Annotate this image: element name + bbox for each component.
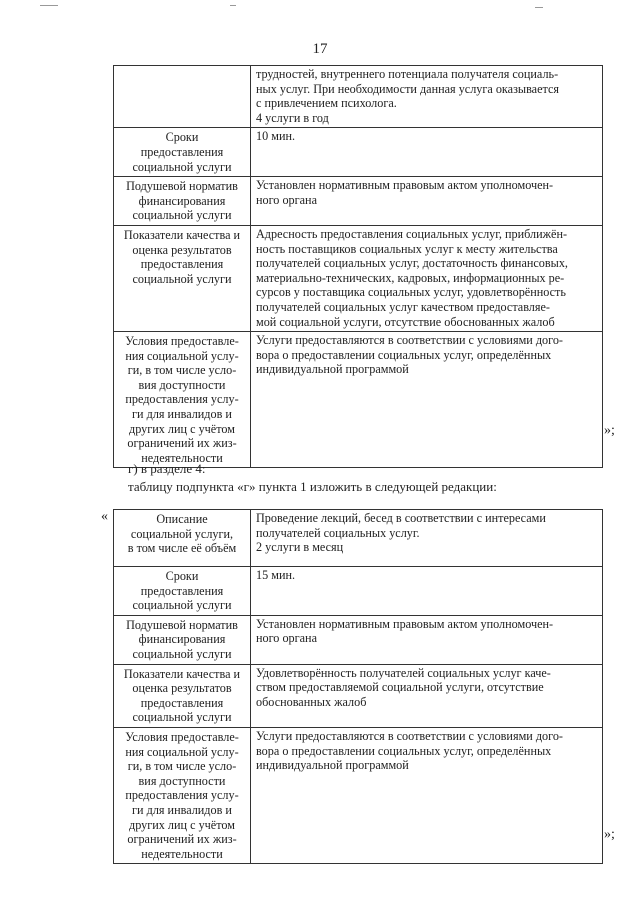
opening-quote: « [101, 509, 108, 524]
row-label [114, 128, 251, 177]
cell-line: ных услуг. При необходимости данная услуга оказывается [256, 81, 559, 96]
cell-line: Условия предоставле- [125, 729, 239, 744]
cell-line: индивидуальной программой [256, 758, 409, 773]
row-label [114, 727, 251, 863]
row-label [114, 510, 251, 567]
cell-line: предоставления [140, 583, 224, 598]
cell-line: социальной услуги [132, 208, 232, 223]
cell-line: ги, в том числе усло- [127, 759, 237, 774]
cell-line: недеятельности [141, 450, 223, 465]
cell-line: оценка результатов [132, 242, 232, 257]
cell-line: вора о предоставлении социальных услуг, определённых [256, 743, 552, 758]
cell-line: предоставления услу- [125, 788, 239, 803]
table-row [114, 615, 603, 664]
cell-line: Сроки [165, 569, 199, 583]
service-table-1 [113, 65, 603, 468]
cell-line: оценка результатов [132, 681, 232, 696]
cell-line: других лиц с учётом [129, 421, 235, 436]
row-content [251, 332, 603, 468]
cell-line: Подушевой норматив [126, 617, 238, 632]
cell-line: Сроки [165, 130, 199, 145]
cell-line: 10 мин. [256, 129, 296, 144]
cell-line: материально-технических, кадровых, информационных ре- [256, 270, 565, 285]
cell-line: ния социальной услу- [125, 348, 239, 363]
cell-line: предоставления [140, 144, 224, 159]
cell-line: трудностей, внутреннего потенциала получателя социаль- [256, 67, 559, 81]
cell-line: мой социальной услуги, отсутствие обоснованных жалоб [256, 314, 555, 329]
cell-line: социальной услуги [132, 598, 232, 613]
cell-line: вия доступности [138, 377, 226, 392]
scan-artifact [40, 5, 58, 6]
cell-line: 4 услуги в год [256, 110, 329, 125]
row-content [251, 177, 603, 226]
cell-line: Адресность предоставления социальных услуг, приближён- [256, 226, 568, 241]
table-row [114, 66, 603, 128]
cell-line: вора о предоставлении социальных услуг, определённых [256, 347, 552, 362]
row-content [251, 510, 603, 567]
cell-line: Показатели качества и [123, 666, 241, 681]
table-body [114, 66, 603, 468]
cell-line: социальной услуги, [130, 526, 234, 541]
cell-line: предоставления [140, 695, 224, 710]
cell-line: Описание [156, 512, 208, 526]
page-number: 17 [312, 41, 328, 57]
cell-line: социальной услуги [132, 646, 232, 661]
cell-line: 15 мин. [256, 568, 296, 582]
cell-line: ного органа [256, 631, 317, 646]
table-row [114, 128, 603, 177]
cell-line: Условия предоставле- [125, 334, 239, 349]
table-row [114, 510, 603, 567]
closing-quote: »; [604, 827, 615, 842]
cell-line: Проведение лекций, бесед в соответствии с интересами [256, 511, 546, 525]
cell-line: предоставления услу- [125, 392, 239, 407]
cell-line: ния социальной услу- [125, 744, 239, 759]
cell-line: индивидуальной программой [256, 362, 409, 377]
row-content [251, 567, 603, 616]
closing-quote: »; [604, 423, 615, 438]
row-label [114, 664, 251, 727]
cell-line: Подушевой норматив [126, 179, 238, 194]
cell-line: получателей социальных услуг. [256, 525, 420, 540]
table-row [114, 664, 603, 727]
cell-line: социальной услуги [132, 159, 232, 174]
table-row [114, 567, 603, 616]
cell-line: Установлен нормативным правовым актом уполномочен- [256, 616, 554, 631]
cell-line: с привлечением психолога. [256, 96, 397, 111]
cell-line: ги для инвалидов и [132, 802, 232, 817]
service-table-2 [113, 509, 603, 864]
table-row [114, 727, 603, 863]
row-content [251, 615, 603, 664]
row-label [114, 567, 251, 616]
cell-line: 2 услуги в месяц [256, 540, 344, 555]
scan-artifact [230, 5, 236, 6]
cell-line: других лиц с учётом [129, 817, 235, 832]
scan-artifact [535, 7, 543, 8]
row-label [114, 615, 251, 664]
cell-line: предоставления [140, 257, 224, 272]
cell-line: вия доступности [138, 773, 226, 788]
row-label [114, 66, 251, 128]
cell-line: финансирования [138, 193, 226, 208]
row-label [114, 177, 251, 226]
cell-line: Услуги предоставляются в соответствии с условиями дого- [256, 728, 563, 743]
row-content [251, 727, 603, 863]
cell-line: ги, в том числе усло- [127, 363, 237, 378]
cell-line: в том числе её объём [127, 541, 237, 556]
cell-line: ограничений их жиз- [127, 832, 237, 847]
cell-line: ством предоставляемой социальной услуги, отсутствие [256, 680, 544, 695]
row-content [251, 128, 603, 177]
cell-line: ги для инвалидов и [132, 407, 232, 422]
row-label [114, 332, 251, 468]
cell-line: Удовлетворённость получателей социальных услуг каче- [256, 665, 551, 680]
row-content [251, 664, 603, 727]
table-row [114, 332, 603, 468]
cell-line: обоснованных жалоб [256, 694, 367, 709]
table-row [114, 177, 603, 226]
table-body [114, 510, 603, 864]
cell-line: Показатели качества и [123, 227, 241, 242]
cell-line: социальной услуги [132, 710, 232, 725]
cell-line: Услуги предоставляются в соответствии с условиями дого- [256, 333, 563, 348]
amendment-line-2: таблицу подпункта «г» пункта 1 изложить в следующей редакции: [128, 479, 497, 494]
cell-line: ограничений их жиз- [127, 436, 237, 451]
cell-line: ного органа [256, 192, 317, 207]
row-content [251, 225, 603, 331]
cell-line: ность поставщиков социальных услуг к месту жительства [256, 241, 558, 256]
row-label [114, 225, 251, 331]
cell-line: сурсов у поставщика социальных услуг, удовлетворённость [256, 285, 566, 300]
cell-line: недеятельности [141, 846, 223, 861]
cell-line: Установлен нормативным правовым актом уполномочен- [256, 178, 554, 193]
cell-line: финансирования [138, 632, 226, 647]
row-content [251, 66, 603, 128]
table-row [114, 225, 603, 331]
cell-line: социальной услуги [132, 271, 232, 286]
cell-line: получателей социальных услуг качеством предоставляе- [256, 299, 550, 314]
amendment-line-1: г) в разделе 4: [128, 461, 206, 476]
cell-line: получателей социальных услуг, достаточность финансовых, [256, 256, 568, 271]
